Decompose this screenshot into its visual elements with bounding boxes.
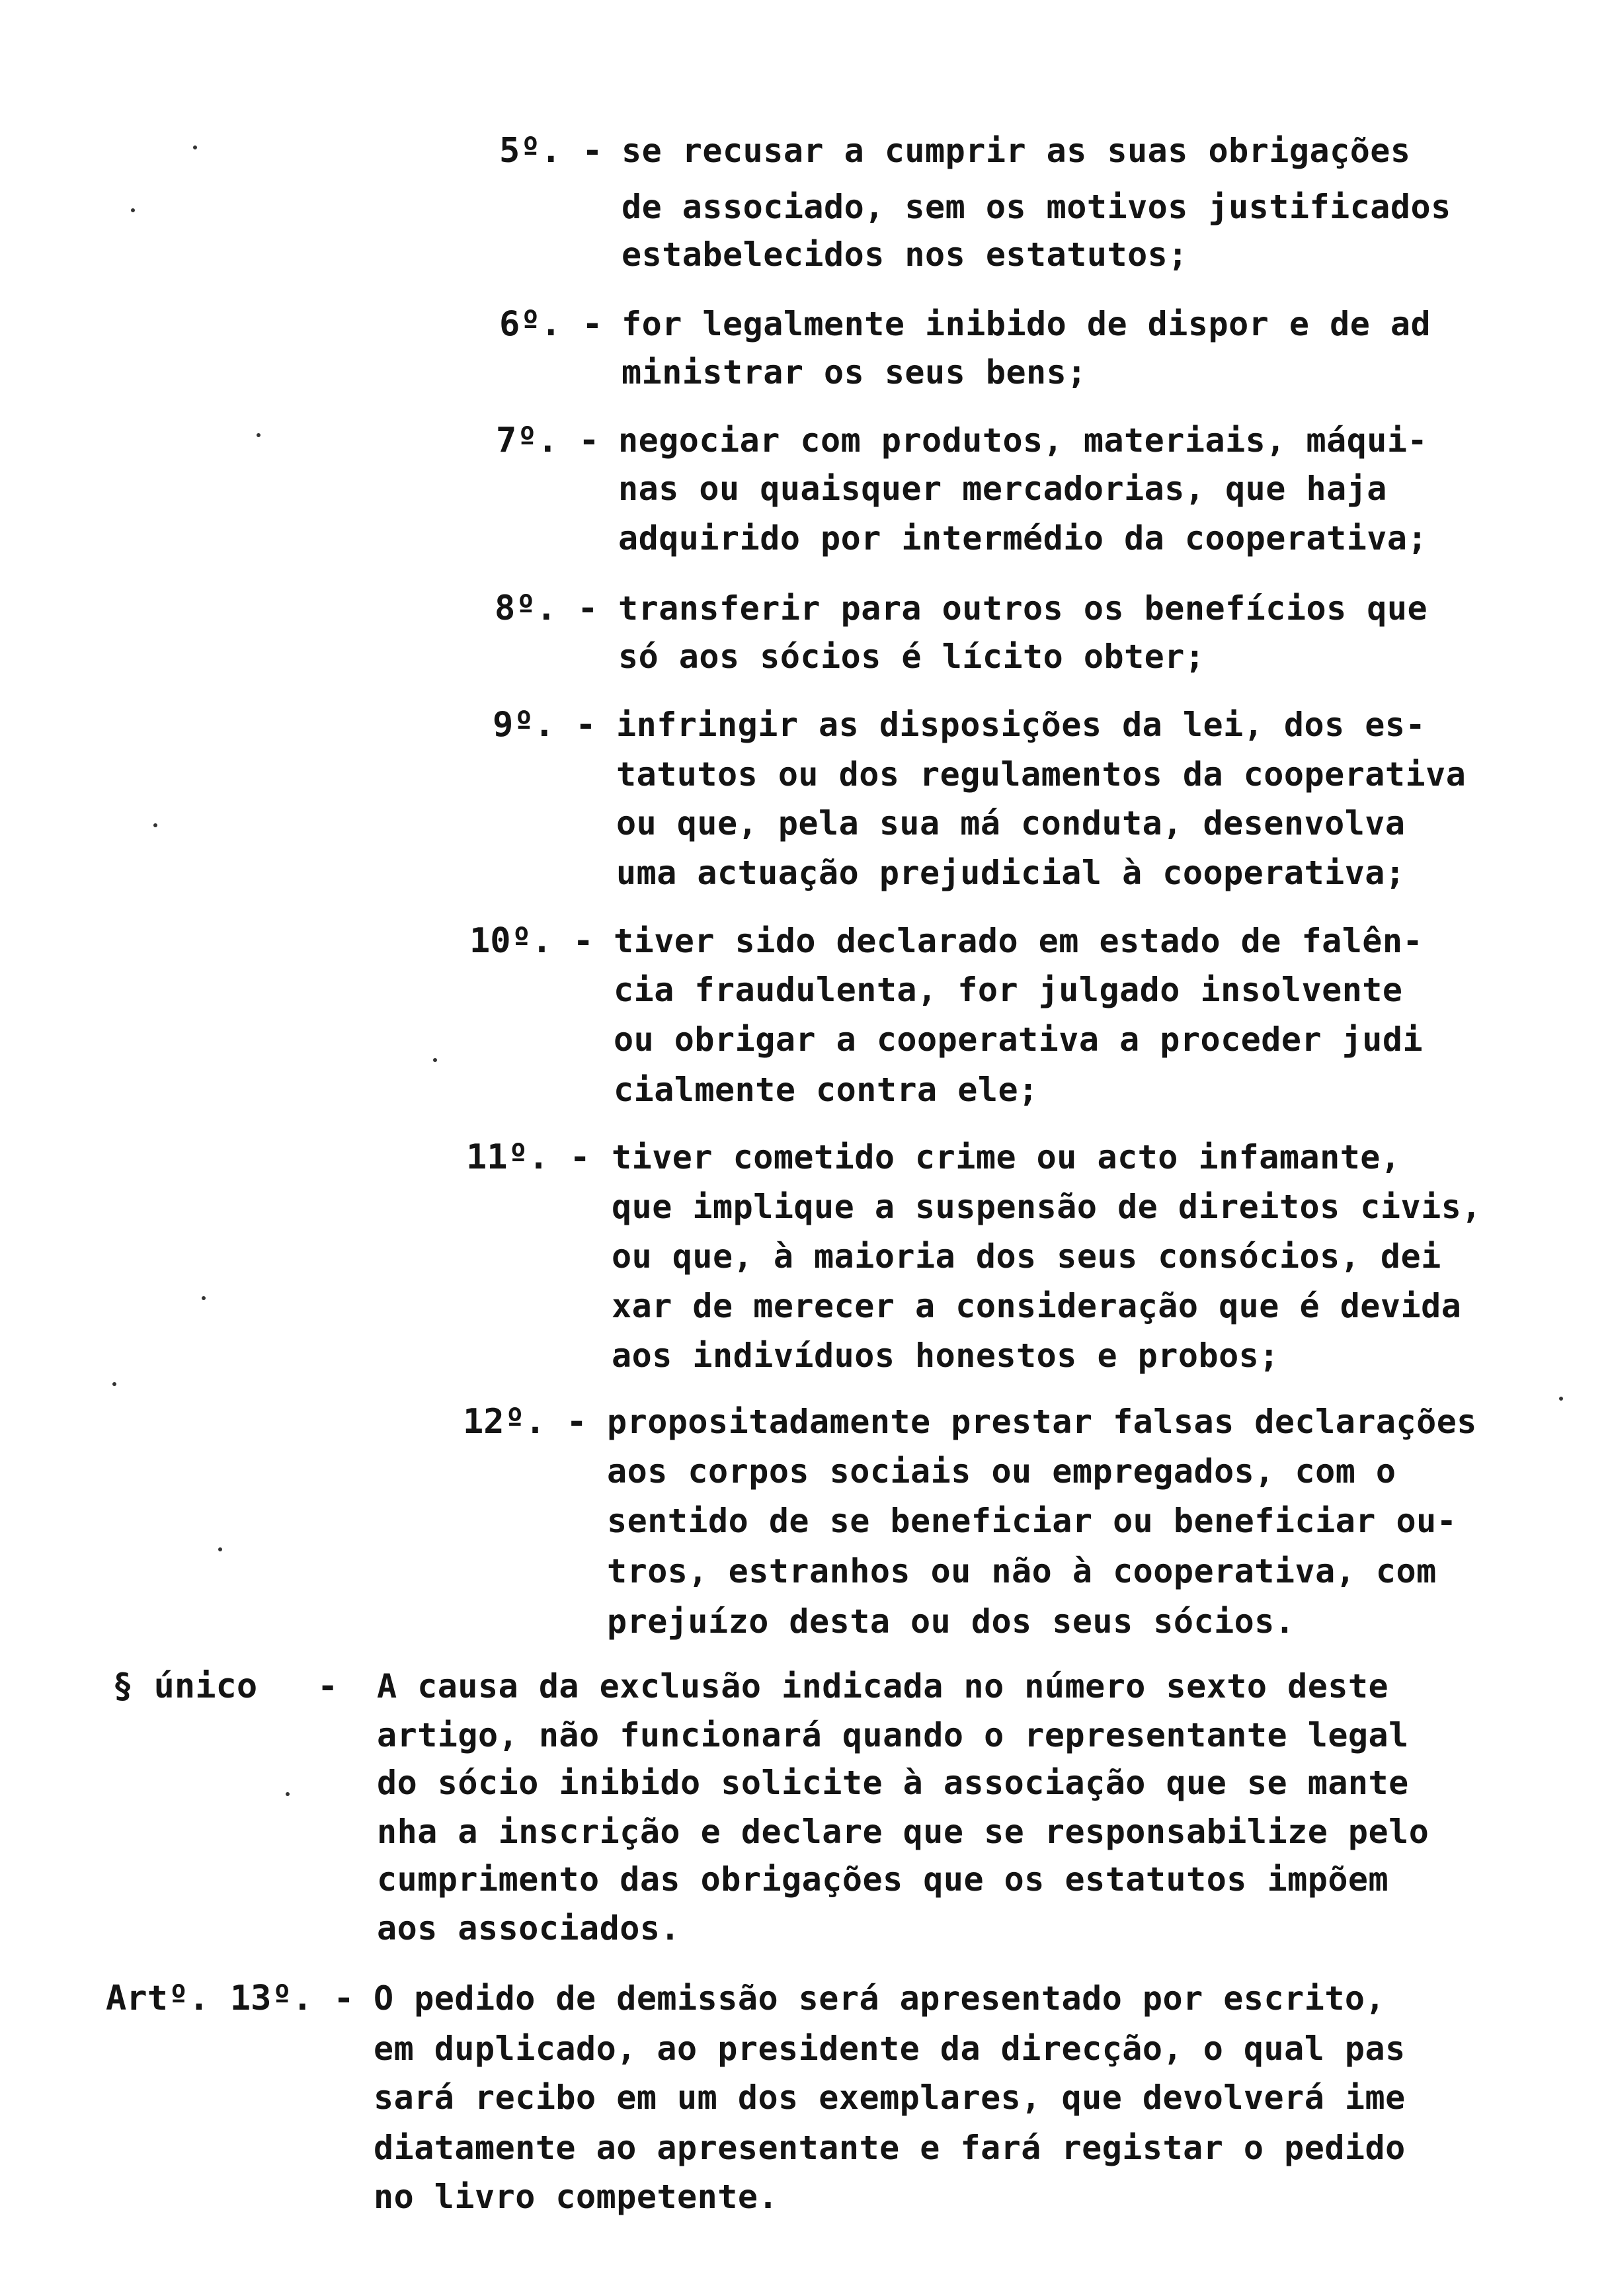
item-text-line: ou obrigar a cooperativa a proceder judi xyxy=(614,1020,1424,1059)
paragraph-text-line: nha a inscrição e declare que se responsabilize pelo xyxy=(377,1813,1429,1851)
item-text-line: for legalmente inibido de dispor e de ad xyxy=(622,305,1431,343)
paragraph-text-line: A causa da exclusão indicada no número sexto deste xyxy=(377,1667,1389,1705)
item-number: 6º. - xyxy=(499,304,603,344)
article-text-line: diatamente ao apresentante e fará registar o pedido xyxy=(374,2129,1406,2167)
paragraph-unico-label: § único xyxy=(112,1666,258,1706)
item-text-line: adquirido por intermédio da cooperativa; xyxy=(618,519,1428,557)
item-text-line: sentido de se beneficiar ou beneficiar ou- xyxy=(607,1502,1457,1540)
item-text-line: negociar com produtos, materiais, máqui- xyxy=(618,421,1428,460)
item-text-line: ou que, pela sua má conduta, desenvolva xyxy=(616,804,1406,842)
item-text-line: cialmente contra ele; xyxy=(614,1071,1039,1109)
item-text-line: nas ou quaisquer mercadorias, que haja xyxy=(618,470,1387,508)
article-text-line: no livro competente. xyxy=(374,2178,779,2216)
item-text-line: de associado, sem os motivos justificados xyxy=(622,188,1451,226)
item-text-line: estabelecidos nos estatutos; xyxy=(622,235,1188,274)
item-text-line: cia fraudulenta, for julgado insolvente xyxy=(614,971,1403,1009)
article-text-line: em duplicado, ao presidente da direcção, o qual pas xyxy=(374,2030,1406,2068)
item-text-line: que implique a suspensão de direitos civis, xyxy=(612,1188,1482,1226)
item-text-line: tiver cometido crime ou acto infamante, xyxy=(612,1138,1401,1176)
item-text-line: tatutos ou dos regulamentos da cooperativa xyxy=(616,755,1467,794)
item-text-line: prejuízo desta ou dos seus sócios. xyxy=(607,1602,1295,1641)
scan-speck xyxy=(202,1296,206,1300)
scan-speck xyxy=(286,1792,290,1796)
scan-speck xyxy=(1559,1397,1563,1401)
item-number: 12º. - xyxy=(463,1402,587,1442)
item-text-line: só aos sócios é lícito obter; xyxy=(618,637,1205,676)
paragraph-unico-dash: - xyxy=(317,1666,339,1706)
item-number: 8º. - xyxy=(495,589,598,628)
paragraph-text-line: artigo, não funcionará quando o representante legal xyxy=(377,1716,1409,1754)
item-text-line: tiver sido declarado em estado de falên- xyxy=(614,922,1424,960)
item-number: 7º. - xyxy=(496,421,600,460)
paragraph-text-line: do sócio inibido solicite à associação que se mante xyxy=(377,1764,1409,1802)
scan-speck xyxy=(131,208,135,212)
scan-speck xyxy=(153,823,157,827)
scan-speck xyxy=(433,1058,437,1062)
item-text-line: uma actuação prejudicial à cooperativa; xyxy=(616,854,1406,892)
paragraph-text-line: cumprimento das obrigações que os estatutos impõem xyxy=(377,1860,1389,1899)
scan-speck xyxy=(218,1547,222,1551)
item-number: 11º. - xyxy=(466,1137,590,1177)
item-text-line: xar de merecer a consideração que é devida xyxy=(612,1287,1462,1325)
item-text-line: propositadamente prestar falsas declarações xyxy=(607,1403,1477,1441)
article-text-line: O pedido de demissão será apresentado por escrito, xyxy=(374,1979,1386,2018)
item-number: 5º. - xyxy=(499,131,603,171)
item-text-line: se recusar a cumprir as suas obrigações xyxy=(622,132,1411,170)
item-text-line: aos indivíduos honestos e probos; xyxy=(612,1336,1279,1375)
paragraph-text-line: aos associados. xyxy=(377,1909,681,1948)
item-number: 10º. - xyxy=(469,921,594,961)
scan-speck xyxy=(193,145,197,149)
item-number: 9º. - xyxy=(493,705,596,745)
item-text-line: infringir as disposições da lei, dos es- xyxy=(616,706,1426,744)
scan-speck xyxy=(257,433,261,437)
item-text-line: tros, estranhos ou não à cooperativa, com xyxy=(607,1552,1437,1590)
article-text-line: sará recibo em um dos exemplares, que devolverá ime xyxy=(374,2078,1406,2117)
item-text-line: aos corpos sociais ou empregados, com o xyxy=(607,1452,1396,1491)
item-text-line: ou que, à maioria dos seus consócios, dei xyxy=(612,1237,1441,1276)
article-label: Artº. 13º. - xyxy=(106,1979,354,2018)
scan-speck xyxy=(112,1382,116,1386)
item-text-line: transferir para outros os benefícios que xyxy=(618,589,1428,628)
item-text-line: ministrar os seus bens; xyxy=(622,353,1087,391)
